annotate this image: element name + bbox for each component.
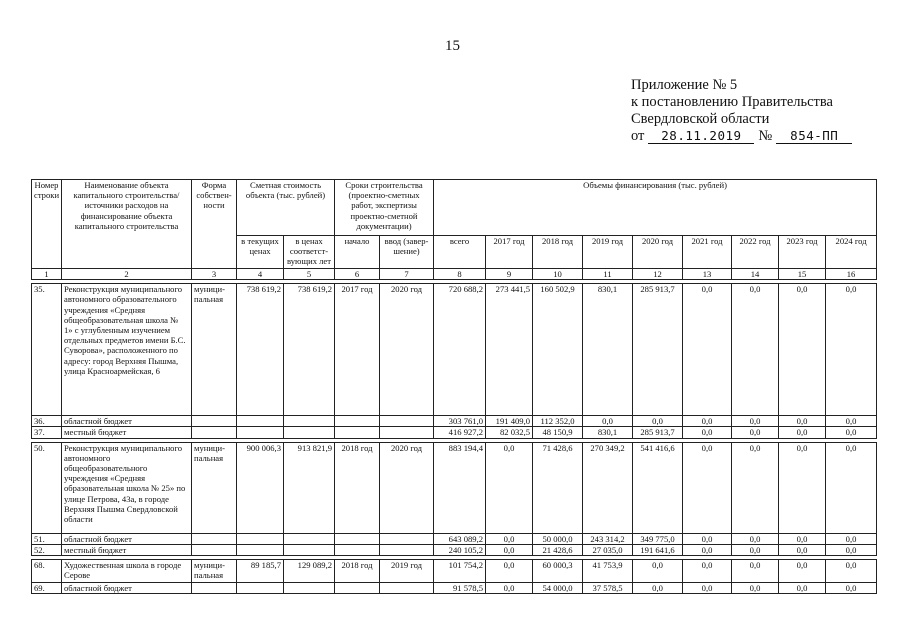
end-year: 2019 год [380,560,434,583]
funding-2023: 0,0 [779,427,826,438]
col-index: 5 [284,269,335,280]
funding-2024: 0,0 [826,284,877,416]
funding-2020: 541 416,6 [633,442,683,533]
funding-2020: 0,0 [633,416,683,427]
object-name: областной бюджет [62,533,192,544]
total: 643 089,2 [434,533,486,544]
funding-2023: 0,0 [779,442,826,533]
cost-current [237,427,284,438]
funding-2019: 27 035,0 [583,544,633,555]
col-index: 6 [335,269,380,280]
ownership: муници-пальная [192,560,237,583]
header-commission: ввод (завер-шение) [380,235,434,268]
row-number: 51. [32,533,62,544]
object-name: местный бюджет [62,427,192,438]
cost-current: 89 185,7 [237,560,284,583]
funding-2021: 0,0 [683,416,732,427]
cost-current: 738 619,2 [237,284,284,416]
header-total: всего [434,235,486,268]
start-year [335,544,380,555]
total: 240 105,2 [434,544,486,555]
funding-2023: 0,0 [779,416,826,427]
column-index-row [32,269,877,280]
object-name: Реконструкция муниципального автономного общеобразовательного учреждения «Средняя образовательная школа № 25» по улице Петрова, 43а, в городе Верхняя Пышма Свердловской области [62,442,192,533]
end-year: 2020 год [380,442,434,533]
funding-2018: 60 000,3 [533,560,583,583]
table-row [32,442,877,533]
funding-2021: 0,0 [683,544,732,555]
header-construction-terms: Сроки строительства (проектно-сметных работ, экспертизы проектно-сметной документации) [335,180,434,236]
funding-2020: 285 913,7 [633,284,683,416]
col-index: 3 [192,269,237,280]
total: 101 754,2 [434,560,486,583]
funding-2021: 0,0 [683,284,732,416]
row-number: 35. [32,284,62,416]
header-2017: 2017 год [486,235,533,268]
table-row [32,583,877,594]
total: 883 194,4 [434,442,486,533]
funding-2024: 0,0 [826,416,877,427]
funding-2019: 37 578,5 [583,583,633,594]
funding-2019: 0,0 [583,416,633,427]
funding-2021: 0,0 [683,427,732,438]
funding-2019: 830,1 [583,284,633,416]
funding-2024: 0,0 [826,544,877,555]
from-label: от [631,128,645,144]
funding-2023: 0,0 [779,583,826,594]
table-row [32,284,877,416]
funding-2021: 0,0 [683,560,732,583]
header-row-num: Номер строки [32,180,62,269]
col-index: 2 [62,269,192,280]
col-index: 1 [32,269,62,280]
decree-date: 28.11.2019 [648,129,754,144]
header-cost-years: в ценах соответст-вующих лет [284,235,335,268]
header-funding: Объемы финансирования (тыс. рублей) [434,180,877,236]
page-number: 15 [445,38,460,54]
funding-2019: 830,1 [583,427,633,438]
object-name: местный бюджет [62,544,192,555]
header-row-top [32,180,877,236]
header-estimated-cost: Сметная стоимость объекта (тыс. рублей) [237,180,335,236]
appendix-signature-row [631,128,852,145]
col-index: 12 [633,269,683,280]
funding-2017: 0,0 [486,583,533,594]
object-name: Реконструкция муниципального автономного образовательного учреждения «Средняя общеобразовательная школа № 1» с углубленным изучением отдельных предметов имени Б.С. Суворова», расположенного по адресу: город Верхняя Пышма, улица Красноармейская, 6 [62,284,192,416]
appendix-header [631,77,852,145]
funding-2024: 0,0 [826,533,877,544]
end-year [380,544,434,555]
funding-2017: 191 409,0 [486,416,533,427]
cost-current [237,533,284,544]
cost-years [284,533,335,544]
funding-2022: 0,0 [732,544,779,555]
cost-years [284,416,335,427]
header-2019: 2019 год [583,235,633,268]
ownership [192,416,237,427]
col-index: 15 [779,269,826,280]
end-year [380,583,434,594]
funding-2018: 160 502,9 [533,284,583,416]
header-2023: 2023 год [779,235,826,268]
funding-2022: 0,0 [732,284,779,416]
funding-2019: 41 753,9 [583,560,633,583]
header-2022: 2022 год [732,235,779,268]
total: 91 578,5 [434,583,486,594]
funding-2021: 0,0 [683,583,732,594]
start-year [335,416,380,427]
funding-2018: 21 428,6 [533,544,583,555]
start-year: 2018 год [335,442,380,533]
table-row [32,544,877,555]
header-cost-current: в текущих ценах [237,235,284,268]
cost-current [237,416,284,427]
row-number: 36. [32,416,62,427]
funding-2018: 112 352,0 [533,416,583,427]
funding-2022: 0,0 [732,533,779,544]
header-2018: 2018 год [533,235,583,268]
object-name: областной бюджет [62,416,192,427]
row-number: 68. [32,560,62,583]
object-name: областной бюджет [62,583,192,594]
total: 416 927,2 [434,427,486,438]
ownership: муници-пальная [192,442,237,533]
cost-years [284,583,335,594]
funding-2022: 0,0 [732,427,779,438]
cost-years: 738 619,2 [284,284,335,416]
cost-years: 913 821,9 [284,442,335,533]
funding-2022: 0,0 [732,583,779,594]
funding-2022: 0,0 [732,560,779,583]
funding-2020: 0,0 [633,560,683,583]
funding-2023: 0,0 [779,284,826,416]
object-name: Художественная школа в городе Серове [62,560,192,583]
start-year: 2017 год [335,284,380,416]
funding-2024: 0,0 [826,427,877,438]
funding-2018: 50 000,0 [533,533,583,544]
funding-2019: 270 349,2 [583,442,633,533]
table-row [32,427,877,438]
ownership [192,544,237,555]
col-index: 13 [683,269,732,280]
cost-current [237,544,284,555]
decree-number: 854-ПП [776,129,852,144]
funding-2024: 0,0 [826,583,877,594]
funding-2017: 82 032,5 [486,427,533,438]
funding-2018: 48 150,9 [533,427,583,438]
appendix-decree: к постановлению Правительства [631,94,833,110]
ownership: муници-пальная [192,284,237,416]
funding-2017: 0,0 [486,560,533,583]
end-year [380,427,434,438]
funding-2018: 54 000,0 [533,583,583,594]
col-index: 8 [434,269,486,280]
funding-2023: 0,0 [779,533,826,544]
row-number: 37. [32,427,62,438]
start-year: 2018 год [335,560,380,583]
col-index: 11 [583,269,633,280]
cost-years [284,427,335,438]
funding-2020: 0,0 [633,583,683,594]
funding-2021: 0,0 [683,442,732,533]
header-2020: 2020 год [633,235,683,268]
funding-2020: 285 913,7 [633,427,683,438]
col-index: 4 [237,269,284,280]
total: 303 761,0 [434,416,486,427]
total: 720 688,2 [434,284,486,416]
funding-2024: 0,0 [826,560,877,583]
end-year: 2020 год [380,284,434,416]
funding-2017: 0,0 [486,544,533,555]
cost-years [284,544,335,555]
col-index: 9 [486,269,533,280]
cost-current: 900 006,3 [237,442,284,533]
end-year [380,416,434,427]
header-object-name: Наименование объекта капитального строительства/ источники расходов на финансирование объекта капитального строительства [62,180,192,269]
table-row [32,416,877,427]
funding-table [31,179,877,594]
cost-years: 129 089,2 [284,560,335,583]
header-ownership: Форма собствен-ности [192,180,237,269]
funding-2022: 0,0 [732,442,779,533]
start-year [335,533,380,544]
col-index: 16 [826,269,877,280]
end-year [380,533,434,544]
funding-2021: 0,0 [683,533,732,544]
table-row [32,533,877,544]
start-year [335,427,380,438]
funding-2020: 191 641,6 [633,544,683,555]
funding-2018: 71 428,6 [533,442,583,533]
funding-2024: 0,0 [826,442,877,533]
appendix-title: Приложение № 5 [631,77,738,93]
ownership [192,583,237,594]
header-2021: 2021 год [683,235,732,268]
row-number: 50. [32,442,62,533]
funding-2023: 0,0 [779,560,826,583]
row-number: 52. [32,544,62,555]
col-index: 14 [732,269,779,280]
funding-2022: 0,0 [732,416,779,427]
funding-2017: 0,0 [486,442,533,533]
funding-2023: 0,0 [779,544,826,555]
appendix-region: Свердловской области [631,111,770,127]
number-sign: № [758,128,773,144]
start-year [335,583,380,594]
ownership [192,533,237,544]
col-index: 10 [533,269,583,280]
row-number: 69. [32,583,62,594]
funding-2017: 273 441,5 [486,284,533,416]
ownership [192,427,237,438]
cost-current [237,583,284,594]
funding-2020: 349 775,0 [633,533,683,544]
funding-2017: 0,0 [486,533,533,544]
col-index: 7 [380,269,434,280]
header-2024: 2024 год [826,235,877,268]
header-start: начало [335,235,380,268]
funding-2019: 243 314,2 [583,533,633,544]
table-row [32,560,877,583]
